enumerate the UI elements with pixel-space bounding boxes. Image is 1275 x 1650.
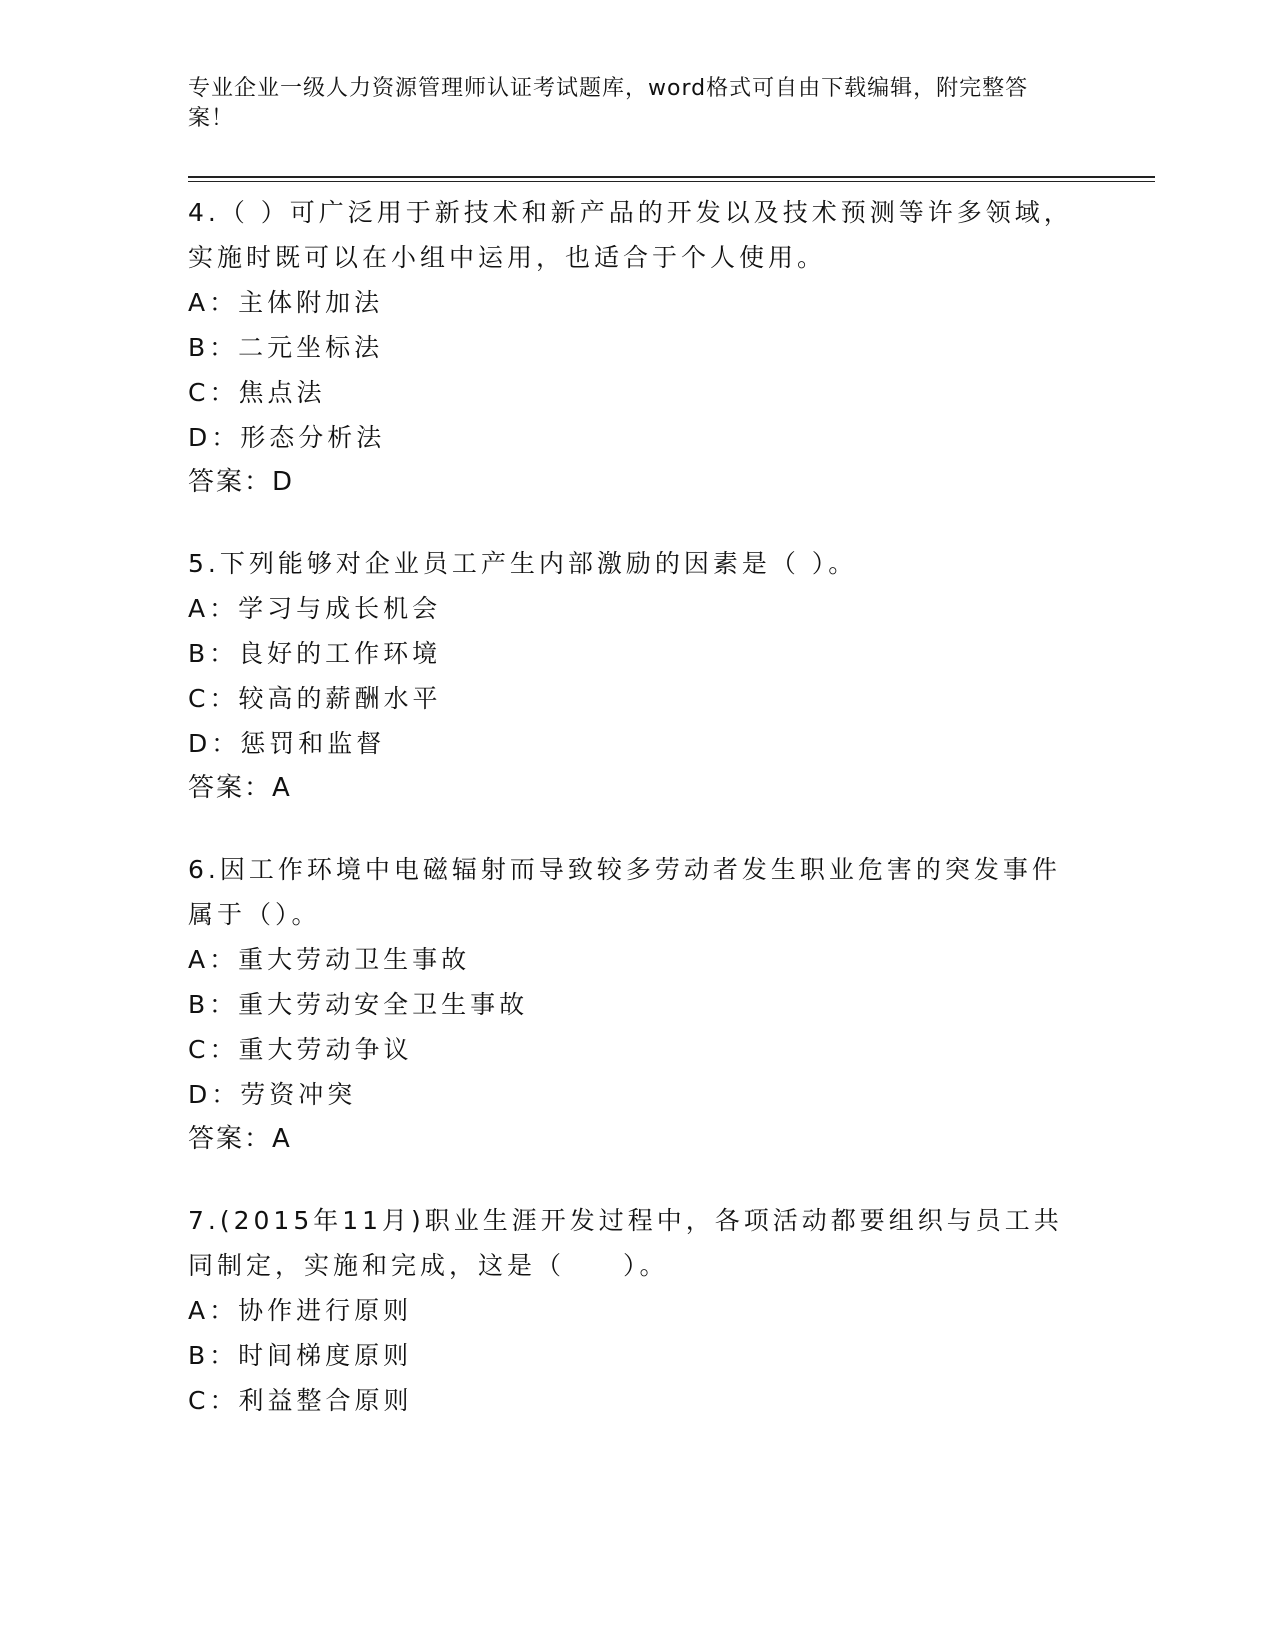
option-d: D：惩罚和监督 <box>188 729 386 758</box>
question-7 <box>188 1198 1088 1423</box>
option-c: C：焦点法 <box>188 378 326 407</box>
option-b: B：二元坐标法 <box>188 333 384 362</box>
answer: 答案：A <box>188 1124 292 1154</box>
option-a: A：协作进行原则 <box>188 1296 413 1325</box>
option-d: D：劳资冲突 <box>188 1080 357 1109</box>
question-list <box>188 190 1088 1459</box>
answer: 答案：A <box>188 773 292 803</box>
question-4 <box>188 190 1088 505</box>
option-b: B：时间梯度原则 <box>188 1341 413 1370</box>
option-d: D：形态分析法 <box>188 423 386 452</box>
option-b: B：良好的工作环境 <box>188 639 442 668</box>
page-header: 专业企业一级人力资源管理师认证考试题库，word格式可自由下载编辑，附完整答案！ <box>188 76 1029 131</box>
question-stem: 4.（ ）可广泛用于新技术和新产品的开发以及技术预测等许多领域，实施时既可以在小组中运用，也适合于个人使用。 <box>188 198 1073 272</box>
option-b: B：重大劳动安全卫生事故 <box>188 990 529 1019</box>
option-a: A：重大劳动卫生事故 <box>188 945 471 974</box>
option-c: C：利益整合原则 <box>188 1386 413 1415</box>
answer: 答案：D <box>188 467 295 497</box>
option-c: C：重大劳动争议 <box>188 1035 413 1064</box>
question-stem: 5.下列能够对企业员工产生内部激励的因素是（ ）。 <box>188 549 858 578</box>
question-5 <box>188 541 1088 811</box>
header-rule-thick <box>188 176 1155 178</box>
question-stem: 6.因工作环境中电磁辐射而导致较多劳动者发生职业危害的突发事件属于（）。 <box>188 855 1061 929</box>
header-rule-thin <box>188 181 1155 182</box>
option-a: A：学习与成长机会 <box>188 594 442 623</box>
option-a: A：主体附加法 <box>188 288 384 317</box>
question-6 <box>188 847 1088 1162</box>
option-c: C：较高的薪酬水平 <box>188 684 442 713</box>
question-stem: 7.(2015年11月)职业生涯开发过程中，各项活动都要组织与员工共同制定，实施和完成，这是（ ）。 <box>188 1206 1063 1280</box>
